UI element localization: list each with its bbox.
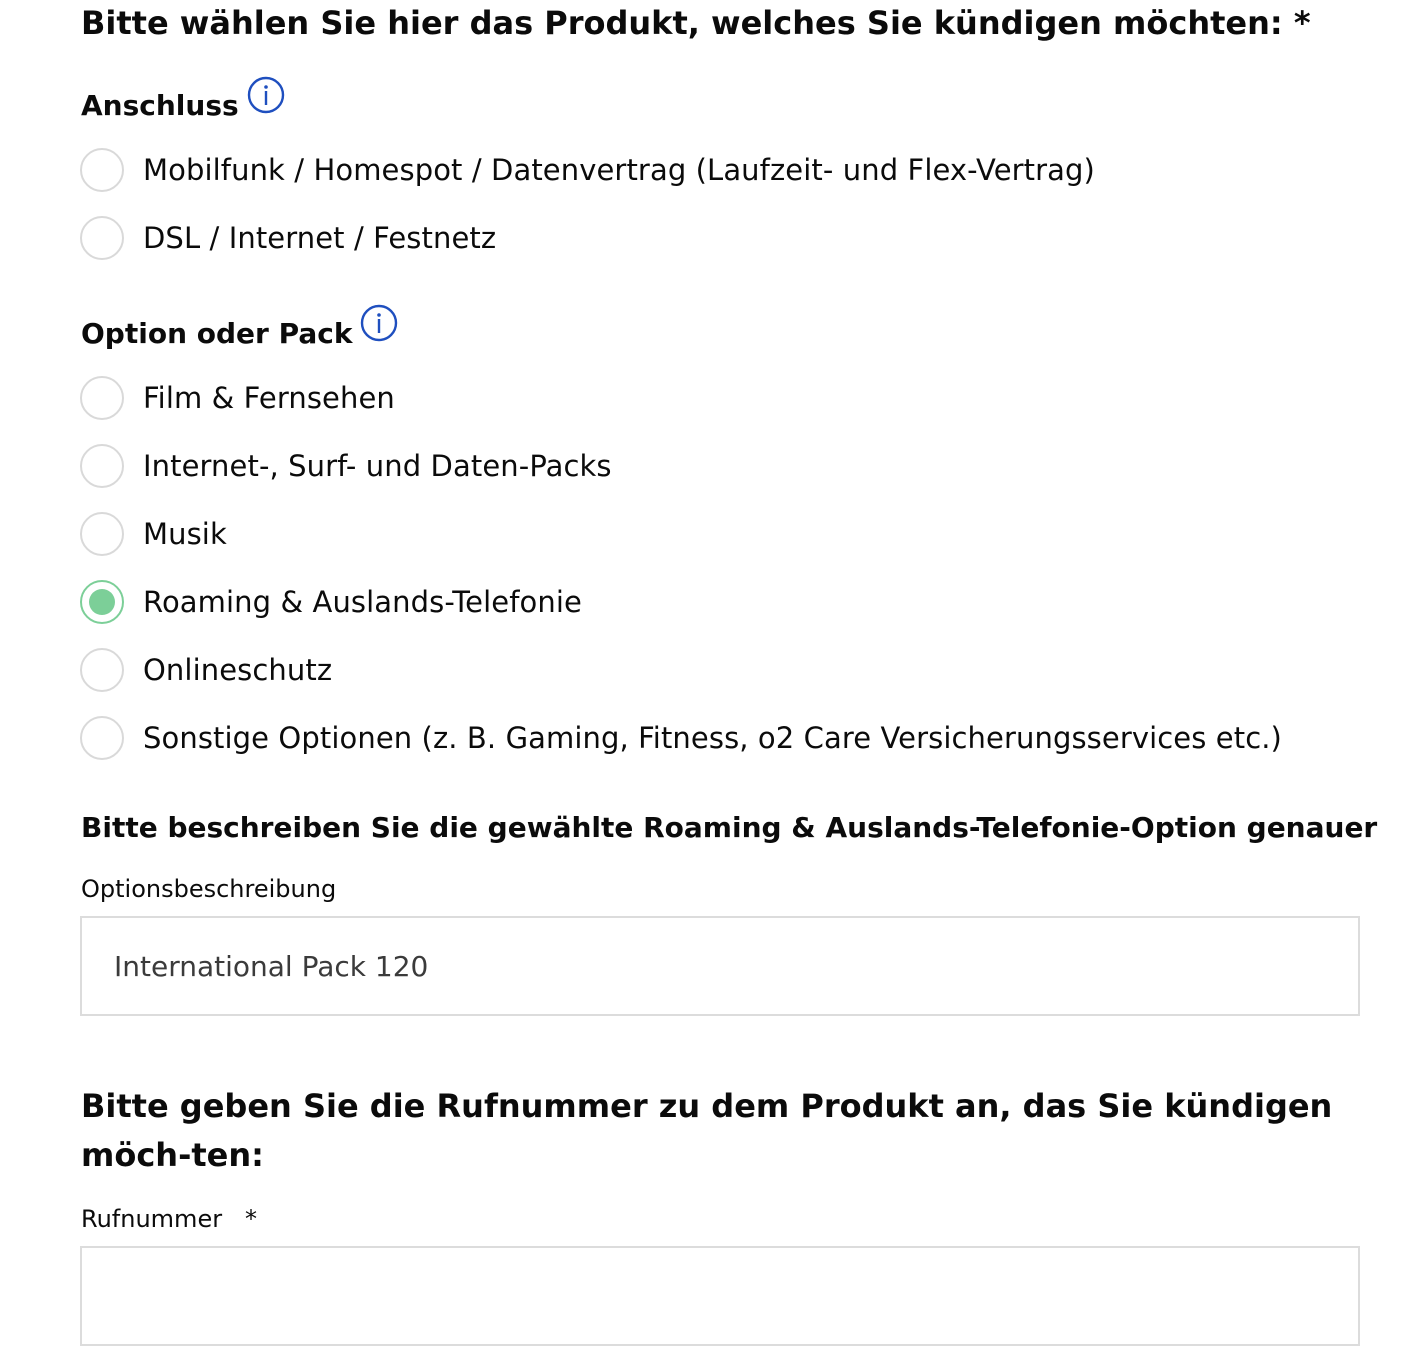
anschluss-label: Anschluss xyxy=(81,89,239,122)
radio-option-internet-packs[interactable] xyxy=(80,441,612,491)
description-input[interactable] xyxy=(82,918,1358,1014)
radio-button[interactable] xyxy=(80,648,124,692)
radio-button[interactable] xyxy=(80,444,124,488)
phone-input-box xyxy=(80,1246,1360,1346)
radio-button-selected[interactable] xyxy=(80,580,124,624)
product-question-title: Bitte wählen Sie hier das Produkt, welches Sie kündigen möchten: * xyxy=(81,4,1311,42)
phone-input[interactable] xyxy=(82,1248,1358,1344)
radio-option-sonstige[interactable] xyxy=(80,713,1282,763)
radio-option-mobilfunk[interactable] xyxy=(80,145,1095,195)
radio-label: DSL / Internet / Festnetz xyxy=(143,221,497,255)
radio-label: Film & Fernsehen xyxy=(143,381,395,415)
phone-field-label: Rufnummer * xyxy=(81,1205,257,1233)
group-label-option-pack xyxy=(81,316,398,352)
radio-option-musik[interactable] xyxy=(80,509,227,559)
info-icon[interactable] xyxy=(247,76,285,114)
radio-option-roaming[interactable] xyxy=(80,577,582,627)
description-input-box xyxy=(80,916,1360,1016)
option-pack-label: Option oder Pack xyxy=(81,317,353,350)
radio-button[interactable] xyxy=(80,716,124,760)
description-question: Bitte beschreiben Sie die gewählte Roaming & Auslands-Telefonie-Option genauer xyxy=(81,811,1378,844)
radio-label: Sonstige Optionen (z. B. Gaming, Fitness, o2 Care Versicherungsservices etc.) xyxy=(143,721,1282,755)
radio-option-dsl[interactable] xyxy=(80,213,496,263)
radio-label: Roaming & Auslands-Telefonie xyxy=(143,585,582,619)
description-field-label: Optionsbeschreibung xyxy=(81,875,337,903)
radio-button[interactable] xyxy=(80,512,124,556)
radio-button[interactable] xyxy=(80,376,124,420)
radio-label: Musik xyxy=(143,517,227,551)
radio-option-film[interactable] xyxy=(80,373,395,423)
radio-option-onlineschutz[interactable] xyxy=(80,645,332,695)
phone-question: Bitte geben Sie die Rufnummer zu dem Produkt an, das Sie kündigen möch-ten: xyxy=(81,1087,1333,1174)
group-label-anschluss xyxy=(81,88,285,124)
radio-label: Internet-, Surf- und Daten-Packs xyxy=(143,449,612,483)
info-icon[interactable] xyxy=(360,304,398,342)
radio-button[interactable] xyxy=(80,148,124,192)
radio-label: Onlineschutz xyxy=(143,653,333,687)
radio-label: Mobilfunk / Homespot / Datenvertrag (Laufzeit- und Flex-Vertrag) xyxy=(143,153,1095,187)
radio-button[interactable] xyxy=(80,216,124,260)
radio-selected-dot xyxy=(89,589,115,615)
